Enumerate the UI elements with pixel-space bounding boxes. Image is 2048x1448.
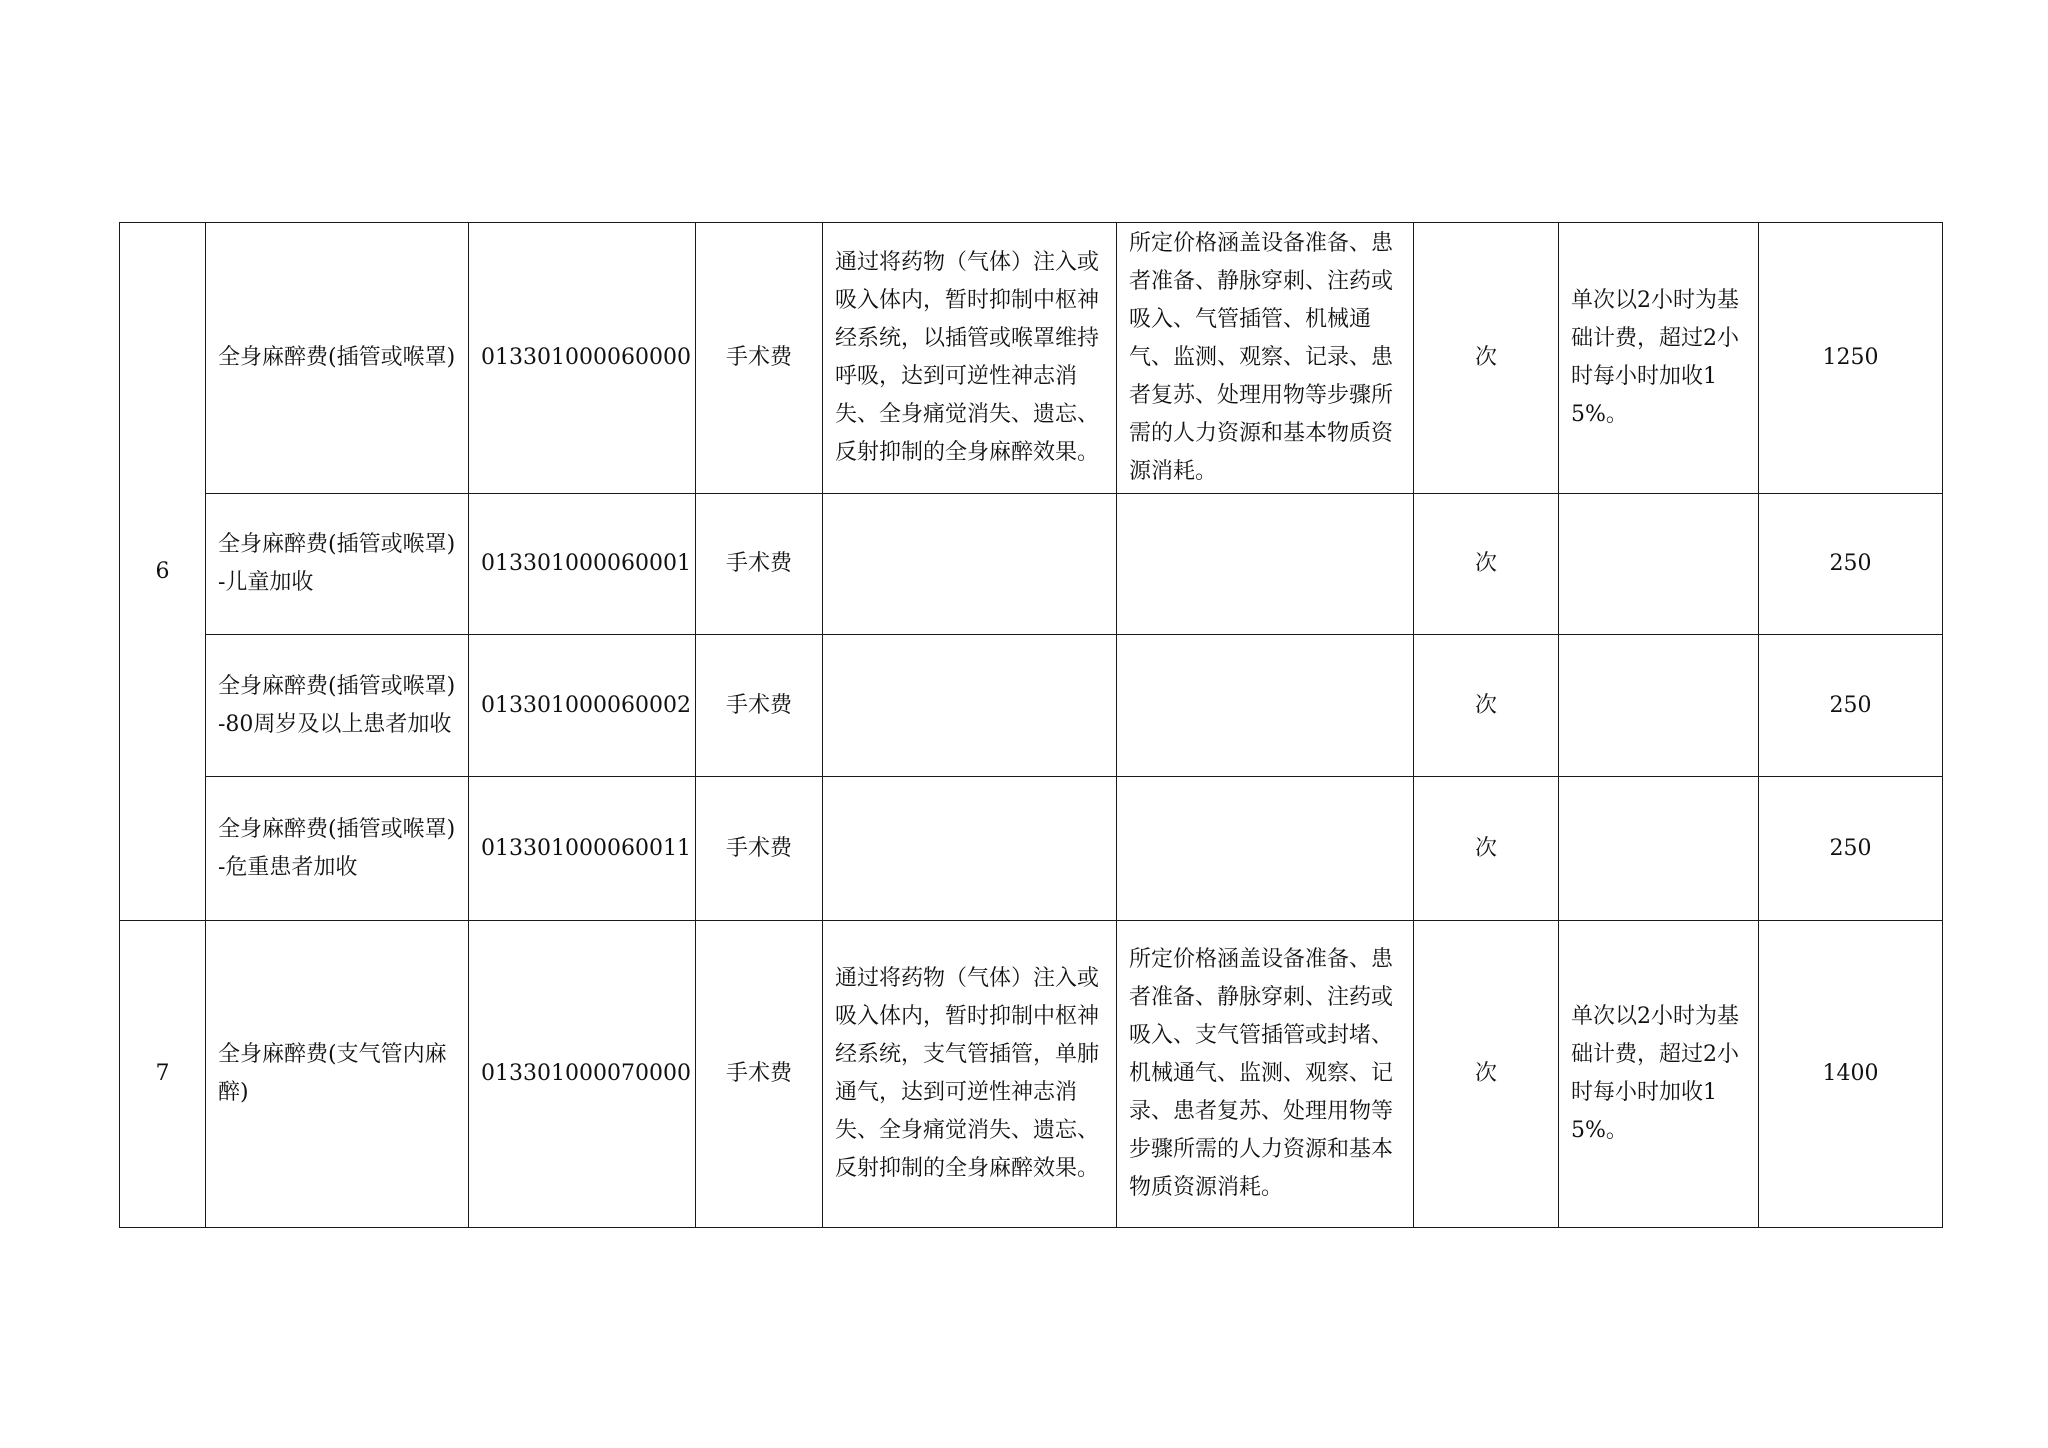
pricing-unit-cell: 次 (1414, 223, 1559, 494)
item-name-cell: 全身麻醉费(插管或喉罩)-儿童加收 (206, 494, 469, 635)
service-content-cell (823, 777, 1117, 921)
item-code-cell: 013301000070000 (469, 921, 696, 1228)
price-cell: 1250 (1759, 223, 1943, 494)
pricing-unit-cell: 次 (1414, 494, 1559, 635)
pricing-scope-cell: 所定价格涵盖设备准备、患者准备、静脉穿刺、注药或吸入、气管插管、机械通气、监测、观察、记录、患者复苏、处理用物等步骤所需的人力资源和基本物质资源消耗。 (1117, 223, 1414, 494)
item-code-cell: 013301000060001 (469, 494, 696, 635)
fee-category-cell: 手术费 (696, 223, 823, 494)
item-name-cell: 全身麻醉费(插管或喉罩)-80周岁及以上患者加收 (206, 635, 469, 777)
item-code-cell: 013301000060000 (469, 223, 696, 494)
price-cell: 1400 (1759, 921, 1943, 1228)
item-code-cell: 013301000060011 (469, 777, 696, 921)
pricing-unit-cell: 次 (1414, 635, 1559, 777)
price-cell: 250 (1759, 635, 1943, 777)
service-content-cell (823, 635, 1117, 777)
table-row (120, 223, 1943, 494)
fee-category-cell: 手术费 (696, 494, 823, 635)
item-name-cell: 全身麻醉费(支气管内麻醉) (206, 921, 469, 1228)
note-cell: 单次以2小时为基础计费，超过2小时每小时加收15%。 (1559, 921, 1759, 1228)
item-name-cell: 全身麻醉费(插管或喉罩) (206, 223, 469, 494)
service-content-cell (823, 494, 1117, 635)
fee-category-cell: 手术费 (696, 921, 823, 1228)
pricing-scope-cell (1117, 635, 1414, 777)
service-content-cell: 通过将药物（气体）注入或吸入体内，暂时抑制中枢神经系统，以插管或喉罩维持呼吸，达到可逆性神志消失、全身痛觉消失、遗忘、反射抑制的全身麻醉效果。 (823, 223, 1117, 494)
pricing-unit-cell: 次 (1414, 921, 1559, 1228)
note-cell (1559, 494, 1759, 635)
note-cell: 单次以2小时为基础计费，超过2小时每小时加收15%。 (1559, 223, 1759, 494)
seq-cell: 7 (120, 921, 206, 1228)
price-cell: 250 (1759, 777, 1943, 921)
pricing-scope-cell (1117, 494, 1414, 635)
note-cell (1559, 635, 1759, 777)
item-name-cell: 全身麻醉费(插管或喉罩)-危重患者加收 (206, 777, 469, 921)
item-code-cell: 013301000060002 (469, 635, 696, 777)
price-cell: 250 (1759, 494, 1943, 635)
pricing-unit-cell: 次 (1414, 777, 1559, 921)
table-row (120, 635, 1943, 777)
pricing-scope-cell (1117, 777, 1414, 921)
table-row (120, 494, 1943, 635)
pricing-scope-cell: 所定价格涵盖设备准备、患者准备、静脉穿刺、注药或吸入、支气管插管或封堵、机械通气、监测、观察、记录、患者复苏、处理用物等步骤所需的人力资源和基本物质资源消耗。 (1117, 921, 1414, 1228)
service-content-cell: 通过将药物（气体）注入或吸入体内，暂时抑制中枢神经系统，支气管插管，单肺通气，达到可逆性神志消失、全身痛觉消失、遗忘、反射抑制的全身麻醉效果。 (823, 921, 1117, 1228)
fee-category-cell: 手术费 (696, 635, 823, 777)
seq-cell: 6 (120, 223, 206, 921)
note-cell (1559, 777, 1759, 921)
table-row (120, 777, 1943, 921)
fee-category-cell: 手术费 (696, 777, 823, 921)
table-row (120, 921, 1943, 1228)
medical-fee-table (119, 222, 1943, 1228)
